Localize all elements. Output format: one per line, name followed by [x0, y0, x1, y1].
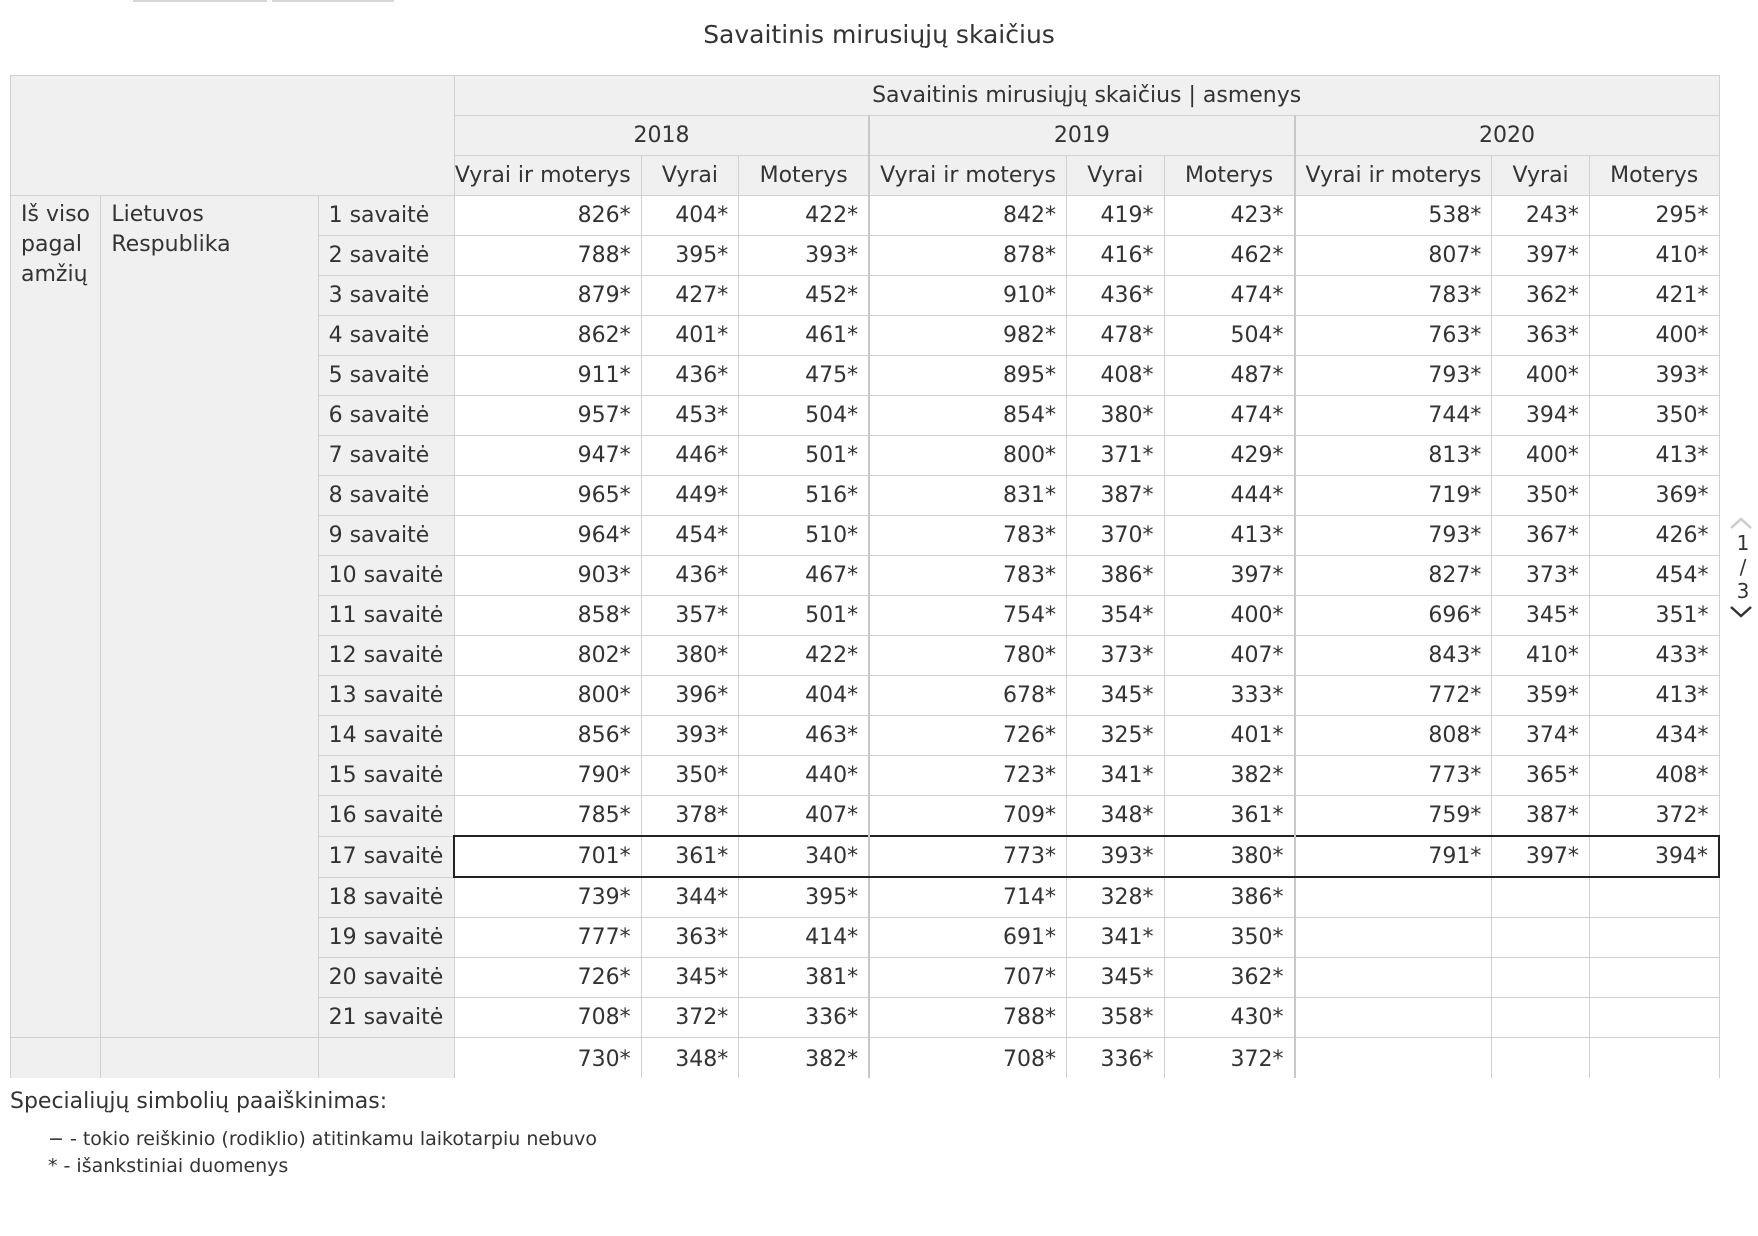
value-cell[interactable]: 487* — [1164, 356, 1294, 396]
value-cell[interactable]: 440* — [739, 756, 869, 796]
value-cell[interactable]: 386* — [1164, 877, 1294, 918]
value-cell[interactable]: 454* — [641, 516, 739, 556]
week-label: 6 savaitė — [318, 396, 454, 436]
value-cell[interactable]: 454* — [1589, 556, 1719, 596]
value-cell[interactable]: 381* — [739, 958, 869, 998]
value-cell[interactable]: 862* — [454, 316, 641, 356]
value-cell[interactable]: 400* — [1164, 596, 1294, 636]
value-cell[interactable]: 759* — [1295, 796, 1492, 837]
page-separator: / — [1739, 555, 1747, 579]
value-cell[interactable]: 429* — [1164, 436, 1294, 476]
value-cell[interactable]: 361* — [1164, 796, 1294, 837]
value-cell[interactable] — [1589, 918, 1719, 958]
value-cell[interactable]: 696* — [1295, 596, 1492, 636]
value-cell[interactable]: 726* — [869, 716, 1066, 756]
value-cell[interactable]: 400* — [1492, 436, 1590, 476]
value-cell[interactable]: 358* — [1067, 998, 1165, 1038]
value-cell[interactable]: 351* — [1589, 596, 1719, 636]
value-cell[interactable]: 345* — [641, 958, 739, 998]
week-label: 7 savaitė — [318, 436, 454, 476]
value-cell[interactable]: 783* — [1295, 276, 1492, 316]
value-cell[interactable]: 773* — [1295, 756, 1492, 796]
value-cell[interactable]: 350* — [641, 756, 739, 796]
value-cell[interactable]: 788* — [454, 236, 641, 276]
value-cell[interactable]: 827* — [1295, 556, 1492, 596]
value-cell[interactable]: 373* — [1067, 636, 1165, 676]
sex-header[interactable]: Vyrai ir moterys — [1295, 156, 1492, 196]
value-cell[interactable]: 393* — [739, 236, 869, 276]
value-cell[interactable]: 372* — [1164, 1038, 1294, 1079]
value-cell[interactable]: 243* — [1492, 196, 1590, 236]
value-cell[interactable]: 410* — [1589, 236, 1719, 276]
value-cell[interactable]: 393* — [1067, 836, 1165, 877]
value-cell[interactable]: 708* — [454, 998, 641, 1038]
value-cell[interactable]: 413* — [1589, 436, 1719, 476]
value-cell[interactable]: 419* — [1067, 196, 1165, 236]
value-cell[interactable]: 333* — [1164, 676, 1294, 716]
table-row — [11, 1038, 1720, 1079]
value-cell[interactable]: 462* — [1164, 236, 1294, 276]
value-cell[interactable]: 791* — [1295, 836, 1492, 877]
value-cell[interactable]: 842* — [869, 196, 1066, 236]
value-cell[interactable]: 800* — [869, 436, 1066, 476]
week-label: 20 savaitė — [318, 958, 454, 998]
value-cell[interactable]: 371* — [1067, 436, 1165, 476]
week-label: 21 savaitė — [318, 998, 454, 1038]
data-table-container — [10, 75, 1720, 1078]
value-cell[interactable]: 387* — [1067, 476, 1165, 516]
value-cell[interactable] — [1589, 958, 1719, 998]
value-cell[interactable]: 701* — [454, 836, 641, 877]
week-label: 10 savaitė — [318, 556, 454, 596]
value-cell[interactable] — [1492, 1038, 1590, 1079]
value-cell[interactable]: 397* — [1492, 836, 1590, 877]
stub-empty — [101, 1038, 318, 1079]
week-label: 13 savaitė — [318, 676, 454, 716]
legend-title: Specialiųjų simbolių paaiškinimas: — [10, 1089, 388, 1114]
value-cell[interactable]: 407* — [1164, 636, 1294, 676]
legend-item-dash: − - tokio reiškinio (rodiklio) atitinkamu laikotarpiu nebuvo — [48, 1128, 598, 1150]
week-label: 16 savaitė — [318, 796, 454, 837]
value-cell[interactable]: 374* — [1492, 716, 1590, 756]
value-cell[interactable]: 831* — [869, 476, 1066, 516]
value-cell[interactable]: 373* — [1492, 556, 1590, 596]
value-cell[interactable]: 878* — [869, 236, 1066, 276]
value-cell[interactable]: 325* — [1067, 716, 1165, 756]
value-cell[interactable]: 504* — [1164, 316, 1294, 356]
value-cell[interactable]: 396* — [641, 676, 739, 716]
value-cell[interactable]: 788* — [869, 998, 1066, 1038]
value-cell[interactable]: 910* — [869, 276, 1066, 316]
value-cell[interactable]: 474* — [1164, 396, 1294, 436]
value-cell[interactable]: 363* — [1492, 316, 1590, 356]
value-cell[interactable]: 813* — [1295, 436, 1492, 476]
value-cell[interactable]: 714* — [869, 877, 1066, 918]
value-cell[interactable]: 397* — [1492, 236, 1590, 276]
value-cell[interactable]: 363* — [641, 918, 739, 958]
value-cell[interactable]: 372* — [641, 998, 739, 1038]
value-cell[interactable]: 452* — [739, 276, 869, 316]
value-cell[interactable]: 369* — [1589, 476, 1719, 516]
value-cell[interactable]: 382* — [739, 1038, 869, 1079]
week-label: 2 savaitė — [318, 236, 454, 276]
value-cell[interactable]: 328* — [1067, 877, 1165, 918]
value-cell[interactable]: 401* — [1164, 716, 1294, 756]
value-cell[interactable]: 763* — [1295, 316, 1492, 356]
value-cell[interactable]: 467* — [739, 556, 869, 596]
value-cell[interactable]: 903* — [454, 556, 641, 596]
value-cell[interactable] — [1295, 877, 1492, 918]
value-cell[interactable]: 430* — [1164, 998, 1294, 1038]
week-label: 12 savaitė — [318, 636, 454, 676]
week-label — [318, 1038, 454, 1079]
value-cell[interactable]: 790* — [454, 756, 641, 796]
value-cell[interactable]: 401* — [641, 316, 739, 356]
value-cell[interactable] — [1295, 1038, 1492, 1079]
value-cell[interactable]: 510* — [739, 516, 869, 556]
value-cell[interactable]: 350* — [1164, 918, 1294, 958]
week-label: 4 savaitė — [318, 316, 454, 356]
year-header[interactable]: 2019 — [869, 116, 1294, 156]
table-row — [11, 196, 1720, 236]
value-cell[interactable]: 723* — [869, 756, 1066, 796]
value-cell[interactable]: 380* — [641, 636, 739, 676]
value-cell[interactable]: 362* — [1492, 276, 1590, 316]
value-cell[interactable]: 407* — [739, 796, 869, 837]
value-cell[interactable] — [1589, 1038, 1719, 1079]
value-cell[interactable]: 400* — [1589, 316, 1719, 356]
week-label: 18 savaitė — [318, 877, 454, 918]
value-cell[interactable]: 501* — [739, 596, 869, 636]
value-cell[interactable]: 378* — [641, 796, 739, 837]
value-cell[interactable]: 777* — [454, 918, 641, 958]
value-cell[interactable]: 501* — [739, 436, 869, 476]
value-cell[interactable]: 295* — [1589, 196, 1719, 236]
measure-header: Savaitinis mirusiųjų skaičius | asmenys — [454, 76, 1719, 116]
value-cell[interactable]: 709* — [869, 796, 1066, 837]
year-header[interactable]: 2018 — [454, 116, 869, 156]
value-cell[interactable]: 780* — [869, 636, 1066, 676]
value-cell[interactable]: 436* — [641, 556, 739, 596]
value-cell[interactable]: 800* — [454, 676, 641, 716]
value-cell[interactable]: 404* — [739, 676, 869, 716]
value-cell[interactable]: 449* — [641, 476, 739, 516]
week-label: 1 savaitė — [318, 196, 454, 236]
value-cell[interactable]: 372* — [1589, 796, 1719, 837]
value-cell[interactable]: 404* — [641, 196, 739, 236]
value-cell[interactable]: 361* — [641, 836, 739, 877]
value-cell[interactable]: 453* — [641, 396, 739, 436]
week-label: 19 savaitė — [318, 918, 454, 958]
value-cell[interactable]: 516* — [739, 476, 869, 516]
week-label: 17 savaitė — [318, 836, 454, 877]
value-cell[interactable]: 345* — [1067, 676, 1165, 716]
value-cell[interactable] — [1589, 998, 1719, 1038]
value-cell[interactable]: 422* — [739, 636, 869, 676]
value-cell[interactable]: 393* — [1589, 356, 1719, 396]
value-cell[interactable]: 444* — [1164, 476, 1294, 516]
stub-region: Lietuvos Respublika — [101, 196, 318, 1038]
data-table — [10, 75, 1720, 1078]
value-cell[interactable]: 964* — [454, 516, 641, 556]
value-cell[interactable]: 341* — [1067, 918, 1165, 958]
toolbar-button-1[interactable] — [133, 0, 267, 2]
legend-item-asterisk: * - išankstiniai duomenys — [48, 1155, 289, 1177]
toolbar-button-2[interactable] — [272, 0, 394, 2]
value-cell[interactable]: 380* — [1067, 396, 1165, 436]
value-cell[interactable]: 413* — [1164, 516, 1294, 556]
value-cell[interactable]: 336* — [739, 998, 869, 1038]
sex-header[interactable]: Vyrai ir moterys — [869, 156, 1066, 196]
value-cell[interactable]: 744* — [1295, 396, 1492, 436]
value-cell[interactable]: 911* — [454, 356, 641, 396]
week-label: 5 savaitė — [318, 356, 454, 396]
value-cell[interactable]: 365* — [1492, 756, 1590, 796]
sex-header[interactable]: Vyrai ir moterys — [454, 156, 641, 196]
value-cell[interactable] — [1492, 958, 1590, 998]
value-cell[interactable]: 408* — [1067, 356, 1165, 396]
value-cell[interactable]: 382* — [1164, 756, 1294, 796]
page-title: Savaitinis mirusiųjų skaičius — [703, 20, 1055, 49]
sex-header[interactable]: Moterys — [1164, 156, 1294, 196]
value-cell[interactable]: 357* — [641, 596, 739, 636]
value-cell[interactable]: 408* — [1589, 756, 1719, 796]
value-cell[interactable]: 421* — [1589, 276, 1719, 316]
value-cell[interactable] — [1492, 877, 1590, 918]
week-label: 8 savaitė — [318, 476, 454, 516]
value-cell[interactable]: 826* — [454, 196, 641, 236]
value-cell[interactable]: 380* — [1164, 836, 1294, 877]
value-cell[interactable]: 754* — [869, 596, 1066, 636]
value-cell[interactable]: 394* — [1589, 836, 1719, 877]
value-cell[interactable]: 386* — [1067, 556, 1165, 596]
value-cell[interactable]: 436* — [1067, 276, 1165, 316]
value-cell[interactable]: 400* — [1492, 356, 1590, 396]
value-cell[interactable]: 783* — [869, 516, 1066, 556]
value-cell[interactable] — [1492, 998, 1590, 1038]
year-header[interactable]: 2020 — [1295, 116, 1720, 156]
value-cell[interactable] — [1492, 918, 1590, 958]
value-cell[interactable]: 726* — [454, 958, 641, 998]
table-corner — [11, 76, 455, 196]
value-cell[interactable]: 345* — [1067, 958, 1165, 998]
value-cell[interactable]: 413* — [1589, 676, 1719, 716]
chevron-down-icon[interactable] — [1728, 603, 1754, 619]
value-cell[interactable]: 843* — [1295, 636, 1492, 676]
value-cell[interactable]: 982* — [869, 316, 1066, 356]
value-cell[interactable]: 362* — [1164, 958, 1294, 998]
sex-header[interactable]: Vyrai — [641, 156, 739, 196]
sex-header[interactable]: Vyrai — [1492, 156, 1590, 196]
value-cell[interactable]: 461* — [739, 316, 869, 356]
sex-header[interactable]: Vyrai — [1067, 156, 1165, 196]
value-cell[interactable]: 367* — [1492, 516, 1590, 556]
value-cell[interactable]: 858* — [454, 596, 641, 636]
sex-header[interactable]: Moterys — [739, 156, 869, 196]
value-cell[interactable]: 707* — [869, 958, 1066, 998]
value-cell[interactable]: 802* — [454, 636, 641, 676]
value-cell[interactable] — [1589, 877, 1719, 918]
value-cell[interactable]: 773* — [869, 836, 1066, 877]
week-label: 15 savaitė — [318, 756, 454, 796]
value-cell[interactable]: 895* — [869, 356, 1066, 396]
value-cell[interactable] — [1295, 998, 1492, 1038]
value-cell[interactable]: 341* — [1067, 756, 1165, 796]
value-cell[interactable]: 423* — [1164, 196, 1294, 236]
value-cell[interactable]: 436* — [641, 356, 739, 396]
value-cell[interactable]: 395* — [641, 236, 739, 276]
value-cell[interactable]: 463* — [739, 716, 869, 756]
page-current: 1 — [1736, 531, 1750, 555]
value-cell[interactable]: 730* — [454, 1038, 641, 1079]
value-cell[interactable]: 807* — [1295, 236, 1492, 276]
value-cell[interactable]: 348* — [641, 1038, 739, 1079]
value-cell[interactable]: 354* — [1067, 596, 1165, 636]
week-label: 9 savaitė — [318, 516, 454, 556]
value-cell[interactable]: 965* — [454, 476, 641, 516]
value-cell[interactable]: 691* — [869, 918, 1066, 958]
value-cell[interactable]: 427* — [641, 276, 739, 316]
value-cell[interactable]: 348* — [1067, 796, 1165, 837]
value-cell[interactable]: 678* — [869, 676, 1066, 716]
value-cell[interactable]: 478* — [1067, 316, 1165, 356]
value-cell[interactable]: 879* — [454, 276, 641, 316]
value-cell[interactable]: 433* — [1589, 636, 1719, 676]
week-label: 14 savaitė — [318, 716, 454, 756]
value-cell[interactable]: 393* — [641, 716, 739, 756]
value-cell[interactable]: 359* — [1492, 676, 1590, 716]
value-cell[interactable]: 340* — [739, 836, 869, 877]
value-cell[interactable]: 414* — [739, 918, 869, 958]
value-cell[interactable]: 426* — [1589, 516, 1719, 556]
pagination-control — [1728, 515, 1758, 619]
value-cell[interactable]: 370* — [1067, 516, 1165, 556]
chevron-up-icon[interactable] — [1728, 515, 1754, 531]
value-cell[interactable]: 344* — [641, 877, 739, 918]
value-cell[interactable]: 434* — [1589, 716, 1719, 756]
week-label: 11 savaitė — [318, 596, 454, 636]
value-cell[interactable]: 394* — [1492, 396, 1590, 436]
value-cell[interactable]: 345* — [1492, 596, 1590, 636]
sex-header[interactable]: Moterys — [1589, 156, 1719, 196]
value-cell[interactable]: 446* — [641, 436, 739, 476]
value-cell[interactable]: 538* — [1295, 196, 1492, 236]
value-cell[interactable]: 474* — [1164, 276, 1294, 316]
value-cell[interactable]: 739* — [454, 877, 641, 918]
value-cell[interactable]: 772* — [1295, 676, 1492, 716]
value-cell[interactable]: 395* — [739, 877, 869, 918]
value-cell[interactable]: 808* — [1295, 716, 1492, 756]
value-cell[interactable]: 785* — [454, 796, 641, 837]
value-cell[interactable]: 387* — [1492, 796, 1590, 837]
value-cell[interactable]: 793* — [1295, 516, 1492, 556]
week-label: 3 savaitė — [318, 276, 454, 316]
value-cell[interactable]: 410* — [1492, 636, 1590, 676]
value-cell[interactable]: 783* — [869, 556, 1066, 596]
value-cell[interactable]: 708* — [869, 1038, 1066, 1079]
value-cell[interactable]: 947* — [454, 436, 641, 476]
value-cell[interactable]: 397* — [1164, 556, 1294, 596]
value-cell[interactable]: 856* — [454, 716, 641, 756]
value-cell[interactable]: 422* — [739, 196, 869, 236]
stub-age: Iš viso pagal amžių — [11, 196, 101, 1038]
value-cell[interactable]: 719* — [1295, 476, 1492, 516]
value-cell[interactable]: 416* — [1067, 236, 1165, 276]
value-cell[interactable] — [1295, 958, 1492, 998]
value-cell[interactable]: 793* — [1295, 356, 1492, 396]
value-cell[interactable]: 350* — [1492, 476, 1590, 516]
value-cell[interactable] — [1295, 918, 1492, 958]
value-cell[interactable]: 336* — [1067, 1038, 1165, 1079]
value-cell[interactable]: 854* — [869, 396, 1066, 436]
stub-empty — [11, 1038, 101, 1079]
value-cell[interactable]: 350* — [1589, 396, 1719, 436]
page-total: 3 — [1736, 579, 1750, 603]
value-cell[interactable]: 957* — [454, 396, 641, 436]
value-cell[interactable]: 504* — [739, 396, 869, 436]
value-cell[interactable]: 475* — [739, 356, 869, 396]
